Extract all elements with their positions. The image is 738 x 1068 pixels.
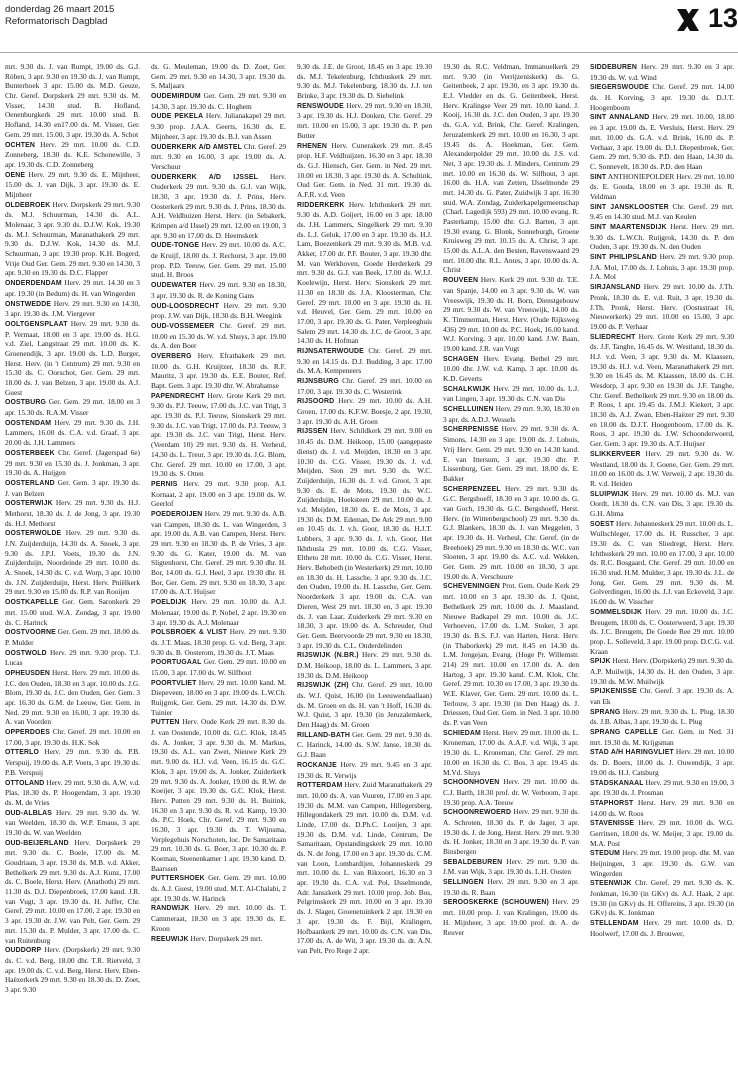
place-name: RIDDERKERK [297,201,345,209]
service-text: Herv. (Dorpskerk) 29 mrt. 9.30 ds. C. v.d. Berg, 18.00 dhr. T.R. Rietveld, 3 apr. 19.00 ds. C. v.d. Berg, Herst. Herv. Eben-Haëzerkerk 29 mrt. 9.30 en 18.30 ds. D. Zoet, 3 apr. 9.30 [5,945,140,994]
service-text: Herv. 29 mrt. 9.30 ds. A.W. v.d. Plas, 18.30 ds. P. Hoogendam, 3 apr. 19.30 ds. M. de Vries [5,777,140,807]
service-text: mrt. 9.30 ds. J. van Rumpt, 19.00 ds. G.J. Röben, 3 apr. 9.30 en 19.30 ds. J. van Rumpt, Bunterhoek 3 apr. 15.00 ds. M.D. Geuze, Chr. Geref. Dorpskerk 29 mrt. 9.30 ds. M. Visser, 14.30 stud. B. Hofland, Oenenburgkerk 29 mrt. 10.00 stud. B. Hofland, 14.30 en17.00 ds. M. Visser, Ger. Gem. 29 mrt. 15.00, 3 apr. 19.30 ds. A. Schot [5,62,140,139]
service-text: Chr. Geref. 29 mrt. 9.30 en 16.00, 3 apr. 19.00 ds. A. Verschuur [151,141,286,171]
service-entry [151,240,286,280]
place-name: PUTTERSHOEK [151,875,205,883]
service-text: Herv. 29 mrt. 10.00 kand. M. Diepeveen, 18.00 en 3 apr. 19.00 ds. L.W.Ch. Ruijgrok, Ger. Gem. 29 mrt. 14.30 ds. D.W. Tuinier [151,677,286,717]
service-entry [5,299,140,319]
service-entry [151,657,286,677]
place-name: PERNIS [151,480,178,488]
service-text: Herv. 29 mrt. 10.00 ds. A.J. Molenaar, 19.00 ds. P. Nobel, 2 apr. 19.30 en 3 apr. 19.30 ds. A.J. Molenaar [151,597,286,627]
service-text: Ger. Gem. Saronkerk 29 mrt. 15.00 stud. W.A. Zondag, 3 apr. 19.00 ds. C. Harinck [5,597,140,627]
service-entry [5,627,140,647]
service-text: Herv. 29 mrt. 14.30 en 3 apr. 19.30 (in Bedum) ds. H. van Wingerden [5,278,140,298]
place-name: OUDERKERK A/D AMSTEL [151,143,243,151]
page-header [0,0,738,54]
place-name: SIEGERSWOUDE [590,84,649,92]
place-name: OOSTERBEEK [5,449,55,457]
place-name: SLIKKERVEER [590,450,641,458]
place-name: OVERBERG [151,352,192,360]
service-text: Chr. Geref. 29 mrt. 9.30 en 14.15 ds. D.J. Budding, 3 apr. 17.00 ds. M.A. Kempeneers [297,345,432,376]
place-name: OUD-ALBLAS [5,809,53,817]
place-name: ROCKANJE [297,761,337,769]
place-name: SCHOONREWOERD [443,809,512,817]
service-text: Herv. 29 mrt. 10.00 ds. C.J. Barth, 18.30 prof. dr. W. Verboom, 3 apr. 19.30 prop. A.A. Teeuw [443,777,579,807]
service-text: Ger. Gem. 29 mrt. 18.00 en 3 apr. 15.30 ds. R.A.M. Visser [5,397,140,418]
service-text: Herv. 29 mrt. 10.00 ds. J.Th. Pronk, 18.30 ds. E. v.d. Ruit, 3 apr. 19.30 ds. J.Th. Pronk, Herst. Herv. (Oostsstraat 16, Nieuwerkerk) 29 mrt. 10.00 en 15.00, 3 apr. 19.00 ds. P. Verhaar [590,282,734,331]
place-name: REEUWIJK [151,935,189,943]
service-text: Herv. Kerk 29 mrt. 9.30 dr. T.E. van Spanje, 14.00 en 3 apr. 9.30 ds. W. van Vreeswijk, 19.30 ds. H. Born, Dienstgebouw 29 mrt. 9.30 ds. W. van Vreeswijk, 14.00 ds. K. Timmerman, Herst. Herv. (Oude Rijksweg 436) 29 mrt. 10.00 ds. P.C. Hoek, 16.00 kand. W.J. Korving, 3 apr. 10.00 kand. J.W. Baan, 19.00 kand. J.R. van Vugt [443,275,579,353]
service-entry [590,332,734,449]
service-text: Herst. Herv. 29 mrt. 10.00 ds. J.C. den Ouden, 18.30 en 3 apr. 10.00 ds. J.G. Blom, 19.30 ds. J.C. den Ouden, Ger. Gem. 3 apr. 16.30 ds. G.M. de Leeuw, Ger. Gem. in Ned. 29 mrt. 9.30 en 16.00, 3 apr. 19.30 ds. A. van Voorden [5,667,140,727]
service-text: Herv. Zuid Maranathakerk 29 mrt. 10.00 ds. A. van Vuuren, 17.00 en 3 apr. 19.30 ds. M.M. van Campen, Hillegersberg, Hillegondakerk 29 mrt. 10.00 ds. D.M. v.d. Linde, 17.00 ds. D.Ph.C. Looijen, 3 apr. 19.30 ds. D.M. v.d. Linde, Centrum, De Samaritaan, Opstandingskerk 29 mrt. 10.00 ds. N. de Jong, 17.00 en 3 apr. 19.30 ds. C.M. van Loon, Lombardijen, Johanneskerk 29 mrt. 10.00 ds. L. van Rikxoort, 16.30 en 3 apr. 19.30 ds. C.A. v.d. Pol, IJsselmonde, Adr. Janszkerk 29 mrt. 10.00 prop. Job. Bos, Pelgrimskerk 29 mrt. 10.00 en 3 apr. 19.30 ds. J. Slager, Groenetuinkerk 2 apr. 19.30 en 3 apr. 19.30 ds. F. Bijl, Kralingen, Hofbaankerk 29 mrt. 10.00 ds. C.N. van Dis, 17.00 ds. A. de Wit, 3 apr. 19.30 ds. dr. A.N. van Pelt, Pro Rege 2 apr. [297,780,432,955]
place-name: OENE [5,171,26,179]
service-text: 19.30 ds. R.C. Veldman, Immanuelkerk 29 mrt. 9.30 (in Verrijzeniskerk) ds. G. Geitenbeek, 2 apr. 19.30, en 3 apr. 19.30 ds. E.J. Vledder en ds. G. Geitenbeek, Herst. Herv. Kralingse Veer 29 mrt. 10.00 kand. J. Kooij, 16.30 ds. J.C. den Ouden, 3 apr. 19.30 ds. G.A. v.d. Brink, Chr. Geref. Kralingen, Jeruzalemkerk 29 mrt. 10.00 en 16.30, 3 apr. 19.45 ds. A. Hoekman, Ger. Gem. Alexanderpolder 29 mrt. 10.00 ds. J.S. v.d. Net, 3 apr. 19.30 ds. J. Minders, Centrum 29 mrt. 10.00 en 16.30 ds. W. Silfhout, 3 apr. 16.00 ds. H.A. van Zetten, IJsselmonde 29 mrt. 14.30 ds. G. Pater, Zuidwijk 3 apr. 16.30 stud. W.A. Zondag, Zuiderkapelgemeenschap (Charl. Lagedijk 593) 29 mrt. 10.00 evang. R. Pasterkamp, 15.00 dhr. G.J. Barten, 3 apr. 19.30 evang. G. Blonk, Sonneburgh, Groene Kruisweg 29 mrt. 10.15 ds. A. Christ, 3 apr. 15.00 ds. A.L.A. den Besten, Ravenswaard 29 mrt. 10.00 dhr. R.L. Antes, 3 apr. 10.00 ds. A. Christ [443,62,579,275]
service-text: ds. G. Meuleman, 19.00 ds. D. Zoet, Ger. Gem. 29 mrt. 9.30 en 14.30, 3 apr. 19.30 ds. S. Maljaars [151,62,286,91]
place-name: STELLENDAM [590,920,639,928]
place-name: SLIEDRECHT [590,333,636,341]
service-entry [590,707,734,727]
service-entry [5,498,140,528]
place-name: SCHERPENISSE [443,426,499,434]
service-entry [297,760,432,780]
service-text: Herv. 29 mrt. 10.00 ds. W.G. Gerritsen, 18.00 ds. W. Meijer, 3 apr. 19.00 ds. M.A. Post [590,818,734,848]
service-entry [151,479,286,509]
place-name: RHENEN [297,142,327,150]
service-text: Chr. Geref. 29 mrt. 10.00 ds. W.J. Quist, 16.00 (in Leeuwendaallaan) ds. M. Groen en ds. H. van 't Hoff, 16.30 ds. W.J. Quist, 3 apr. 19.30 (in Jeruzalemkerk, Den Haag) ds. M. Groen [297,680,432,730]
service-entry [151,873,286,903]
service-entry [443,275,579,354]
place-name: STEDUM [590,850,620,858]
place-name: SINT [590,173,607,181]
place-name: SPIJKENISSE [590,688,637,696]
service-entry [590,252,734,282]
column-4 [443,62,579,1064]
service-text: Herv. 29 mrt. 9.30 ds. J.H. Lammers, 16.00 ds. C.A. v.d. Graaf, 3 apr. 20.00 ds. J.H. Lammers [5,417,140,448]
service-entry [590,172,734,202]
service-text: Herv. 29 mrt. 9.30 en 3 apr. 19.30 ds. R. Baan [443,877,579,897]
service-entry [5,747,140,777]
service-text: Herv. Oude Kerk 29 mrt. 8.30 ds. J. van Oostende, 10.00 ds. G.C. Klok, 18.45 ds. A. Jonker, 3 apr. 9.30 ds. M. Markus, 19.30 ds. A.L. van Zwet, Nieuwe Kerk 29 mrt. 9.00 ds. H.J. v.d. Veen, 16.15 ds. G.C. Klok, 3 apr. 19.00 ds. A. Jonker, Zuiderkerk 29 mrt. 9.30 ds. A. Jonker, 19.00 ds. R.W. de Koeijer, 3 apr. 19.30 ds. G.C. Klok, Herst. Herv. Putten 29 mrt. 9.30 ds. H. Buitink, 16.30 en 3 apr. 9.30 ds. R. v.d. Kamp, 19.30 ds. P.C. Hoek, Chr. Geref. 29 mrt. 9.30 en 16.30, 3 apr. 19.30 ds. T. Wijnsma, Verplegehuis Norschoten, loc. De Samaritaan 29 mrt. 10.30 ds. G. Boer, 3 apr. 10.30 ds. P. Koeman, Steenenkamer 1 apr. 19.30 kand. D. Baarssen [151,717,286,873]
service-entry [590,282,734,331]
place-name: STAD A/H HARINGVLIET [590,749,674,757]
place-name: POELDIJK [151,599,187,607]
service-entry [151,280,286,300]
service-text: Herv. Cunerakerk 29 mrt. 8.45 prop. H.F. Veldhuijzen, 16.30 en 3 apr. 18.30 ds. G.J. Hiensch, Ger. Gem. in Ned. 29 mrt. 10.00 en 18.30, 3 apr. 19.30 ds. A. Schultink, Oud Ger. Gem. in Ned. 31 mrt. 19.30 ds. A.F.R. v.d. Veen [297,140,432,199]
place-name: SCHELLUINEN [443,406,494,414]
service-entry [297,62,432,101]
service-entry [297,200,432,346]
place-name: OUDE-TONGE [151,242,200,250]
place-name: RIJNSBURG [297,378,339,385]
place-name: SOEST [590,520,615,528]
service-text: Chr. Geref. (Jagerspad 6e) 29 mrt. 9.30 en 15.30 ds. J. Jonkman, 3 apr. 19.30 ds. A. Huijgen [5,447,140,478]
service-entry [5,838,140,946]
service-entry [443,484,579,582]
service-entry [590,489,734,519]
service-entry [151,111,286,141]
service-entry [590,519,734,607]
service-entry [151,301,286,321]
service-entry [443,62,579,275]
place-name: SIRJANSLAND [590,284,641,292]
service-entry [151,172,286,241]
service-text: Chr. Geref. 29 mrt. 10.00 en 15.30 ds. W. v.d. Shuys, 3 apr. 19.00 ds. A. den Boer [151,320,286,351]
service-text: Herst. Herv. (Dorpskerk) 29 mrt. 9.30 ds. A.P. Muilwijk, 14.30 ds. H. den Ouden, 3 apr. 19.30 ds. M.W. Muilwijk [590,656,734,686]
service-text: Herv. 29 mrt. 9.30 ds. A. Schroten, 18.30 ds. P. de Jager, 3 apr. 19.30 ds. J. de Jong, Herst. Herv. 29 mrt. 9.30 ds. H. Jonker, 18.30 en 3 apr. 19.30 ds. P. van Binsbergen [443,807,579,856]
service-text: Herv. 29 mrt. 9.30 ds. D.M. Heikoop, 18.00 ds. L. Lammers, 3 apr. 19.30 ds. D.M. Heikoop [297,650,432,680]
service-entry [443,857,579,877]
place-name: RANDWIJK [151,905,190,913]
place-name: SINT JANSKLOOSTER [590,203,669,211]
header-divider [0,52,738,53]
place-name: STAVENISSE [590,820,635,828]
place-name: SEROOSKERKE (SCHOUWEN) [443,899,549,907]
service-text: Herv. 29 mrt. 10.00 ds. L.J. van Lingen, 3 apr. 19.30 ds. C.N. van Dis [443,383,579,404]
service-entry [590,818,734,848]
service-entry [443,581,579,727]
service-entry [297,780,432,955]
service-entry [590,656,734,686]
service-entry [590,82,734,112]
service-text: Herv. 29 mrt. 9.30 ds. J.M. van Wijk, 3 apr. 19.30 ds. L.H. Oosten [443,856,579,877]
place-name: SIDDEBUREN [590,64,638,71]
column-5 [590,62,734,1064]
service-entry [297,650,432,680]
service-entry [297,730,432,760]
service-entry [5,668,140,727]
service-text: Ger. Gem. in Ned. 31 mrt. 19.30 ds. M. Krijgsman [590,727,734,747]
place-name: RENSWOUDE [297,102,344,110]
place-name: POEDEROIJEN [151,510,203,518]
service-entry [151,142,286,172]
service-text: Herv. 29 mrt. 10.00 ds. D. Hoolwerf, 17.00 ds. J. Brouwer, [590,918,734,938]
place-name: RILLAND-BATH [297,731,350,739]
place-name: SINT MAARTENSDIJK [590,224,667,231]
service-text: Herv. Grote Kerk 29 mrt. 9.30 ds. P.J. Teeuw, 17.00 ds. J.C. van Trigt, 3 apr. 19.30 ds. P.J. Teeuw, Sionskerk 29 mrt. 9.30 ds. J.C. van Trigt, 17.00 ds. P.J. Teeuw, 3 apr. 19.30 ds. J.C. van Trigt, Herst. Herv. (Veerdam 10) 29 mrt. 9.30 ds. H. Verheul, 14.30 ds. L. Treur, 3 apr. 19.30 ds. J.G. Blom, Chr. Geref. 29 mrt. 10.00 en 17.00, 3 apr. 19.30 ds. S. Otten [151,390,286,479]
service-entry [443,807,579,856]
place-name: SPIJK [590,658,611,666]
place-name: SCHERPENZEEL [443,485,501,493]
service-text: Herv. Efrathakerk 29 mrt. 10.00 ds. G.H. Kruijtzer, 18.30 ds. R.F. Mauritz, 3 apr. 19.30 ds. E.E. Bouter, Ref. Bapt. Gem. 3 apr. 19.30 dhr. W. Abrahamse [151,350,286,390]
service-entry [443,404,579,424]
service-text: Herv. Dorpskerk 29 mrt. 9.30 ds. C. Boele, 17.00 ds. M. Goudriaan, 3 apr. 19.30 ds. M.B. v.d. Akker, Bethelkerk 29 mrt. 9.30 ds. A.J. Kunz, 17.00 ds. C. Boele, Herst. Herv. (Anathoth) 29 mrt. 11.30 ds. D.J. Diepenbroek, 17.00 kand. J.R. van Vugt, 3 apr. 19.30 ds. H. Juffer, Chr. Geref. 29 mrt. 10.00 en 17.00, 2 apr. 19.30 en 3 apr. 19.30 dr. J.W. van Pelt, Ger. Gem. 29 mrt. 15.30 ds. P. Mulder, 3 apr. 17.00 ds. C. van Ruitenburg [5,837,140,945]
service-text: Herv. Dorpskerk 29 mrt. 9.30 ds. M.J. Schuurman, 14.30 ds. A.L. Molenaar, 3 apr. 9.30 ds. D.J.W. Kok, 19.30 ds. M.J. Schuurman, Maranathakerk 29 mrt. 9.30 ds. D.J.W. Kok, 14.30 ds. M.J. Schuurman, 3 apr. 19.30 prop. K.H. Bogerd, Vrije Oud Ger. Gem. 29 mrt. 9.30 en 14.30, 3 apr. 9.30 en 19.30 ds. D.C. Flapper [5,199,140,278]
column-1 [5,62,140,1064]
service-text: Herv. 29 mrt. 10.00 prop. J. van Kralingen, 19.00 ds. H. Mijnheer, 3 apr. 19.00 prof. dr. A. de Reuver [443,897,579,937]
service-text: Herv. 29 mrt. 9.30 prop. A.I. Kornaat, 2 apr. 19.00 en 3 apr. 19.00 ds. W. Geerlof [151,478,286,509]
service-text: Herv. 29 mrt. 9.30 ds. P. Vermaat, 18.00 en 3 apr. 19.00 ds. H.G. v.d. Ziel, Langstraat 29 mrt. 10.00 ds. K. Groenendijk, 3 apr. 19.00 ds. L.D. Burger, Herst. Herv. (in 't Centrum) 29 mrt. 9.30 en 15.30 ds. C. Oorschot, Ger. Gem. 29 mrt. 18.00 ds. J. van Belzen, 3 apr. 19.00 ds. A.J. Guest [5,318,140,397]
place-name: POORTUGAAL [151,659,202,667]
service-entry [151,597,286,627]
service-entry [297,426,432,650]
service-text: Chr. Geref. 29 mrt. 9.30 ds. K. Jonkman, 16.30 (in GKv) ds. A.J. Haak, 2 apr. 19.30 (in GKv) ds. H. Offereins, 3 apr. 19.30 (in GKv) ds. K. Jonkman [590,878,734,918]
column-3 [297,62,432,1064]
service-text: Herv. 29 mrt. 9.30 ds. L. Plug, 18.30 ds. J.B. Albas, 3 apr. 19.30 ds. L. Plug [590,706,734,727]
service-text: Herv. 29 mrt. 9.30 prop. J.W. van Dijk, 18.30 ds. B.H. Weegink [151,300,286,321]
service-entry [151,717,286,873]
place-name: SINT PHILIPSLAND [590,254,657,262]
service-entry [590,878,734,918]
place-name: OPHEUSDEN [5,669,50,677]
service-text: Herv. 29 mrt. 9.30 ds. H.J. Methorst, 18.30 ds. J. de Jong, 3 apr. 19.30 ds. H.J. Methorst [5,498,140,528]
place-name: OOSTVOORNE [5,629,56,637]
service-entry [590,449,734,489]
service-entry [590,747,734,777]
service-text: Herv. 29 mrt. 9.30 ds. J.T. Maas, 18.30 prop. G. v.d. Berg, 3 apr. 9.30 ds. B. Oosterom, 19.30 ds. J.T. Maas [151,627,286,657]
service-entry [443,424,579,483]
service-entry [151,903,286,933]
service-text: Chr. Geref. 29 mrt. 9.45 en 14.30 stud. M.J. van Keulen [590,201,734,222]
service-entry [5,140,140,170]
service-entry [5,278,140,298]
place-name: OOSTERWOLDE [5,530,62,538]
place-name: OUDDORP [5,947,42,955]
place-name: RIJSSEN [297,428,328,436]
service-text: Herv. Grote Kerk 29 mrt. 9.30 ds. J.F. Tanghe, 16.45 ds. W. Westland, 18.30 ds. H.J. v.d. Veen, 3 apr. 9.30 ds. M. Klaassen, 19.30 ds. H.J. v.d. Veen, Maranathakerk 29 mrt. 9.30 en 16.45 ds. M. Klaassen, 18.00 ds. C.H. Wesdorp, 3 apr. 9.30 en 19.30 ds. J.F. Tanghe, Chr. Geref. Bethelkerk 29 mrt. 9.30 en 18.00 ds. P. Roos, 1 apr. 19.45 ds. J.M.J. Kiekert, 3 apr. 18.30 ds. A.J. Zwan, Eben-Haëzer 29 mrt. 9.30 en 18.00 ds. D.J.T. Hoogenboom, 17.00 ds. K. Roos, 3 apr. 19.30 ds. J.W. Schoonderwoerd, Ger. Gem. 3 apr. 19.30 ds. A.T. Huijser [590,331,734,449]
service-entry [590,607,734,656]
place-name: ONSTWEDDE [5,300,52,308]
service-text: Ger. Gem. 29 mrt. 18.00 ds. P. Mulder [5,627,140,647]
service-text: Herv. 29 mrt. 9.30 ds. J.N. Zuijderduijn, 14.30 ds. A. Snoek, 3 apr. 9.30 ds. J.P.J. Voets, 19.30 ds. J.N. Zuijderduijn, Noordeinde 29 mrt. 10.00 ds. A. Snoek, 14.30 ds. C. v.d. Worp, 3 apr. 10.00 ds. J.N. Zuijderduijn, Herst. Herv. Pniëlkerk 29 mrt. 9.30 en 15.00 ds. R.P. van Rooijen [5,528,140,597]
service-entry [590,798,734,818]
service-entry [5,597,140,627]
service-text: Herv. Ichthuskerk 29 mrt. 9.30 ds. A.D. Goijert, 16.00 en 3 apr. 18.00 ds. J.H. Lammers, Singelkerk 29 mrt. 9.30 ds. L.J. Geluk, 17.00 en 3 apr. 19.30 ds. H.J. Lam, Boezemkerk 29 mrt. 9.30 ds. M.B. v.d. Akker, 17.00 dr. P.F. Bouter, 3 apr. 19.30 dhr. M. van Werkhoven, Goede Herderkerk 29 mrt. 9.30 ds. G.J. van Beek, 17.00 ds. W.J.J. Koelewijn, Herst. Herv. Sionskerk 29 mrt. 11.30 en 18.30 ds. J.A. Kloosterman, Chr. Geref. 29 mrt. 10.00 en 3 apr. 19.30 ds. H. v.d. Heuvel, Ger. Gem. 29 mrt. 10.00 en 17.00, 3 apr. 19.30 ds. G. Pater, Verpleeghuis Salem 29 mrt. 14.30 ds. J.C. de Groot, 3 apr. 14.30 ds. H. Hofman [297,199,432,346]
place-name: OCHTEN [5,141,35,149]
service-text: Herst. Herv. 29 mrt. 10.00 ds. L. Kroneman, 17.00 ds. A.A.F. v.d. Wijk, 3 apr. 19.30 ds. L. Kroneman, Chr. Geref. 29 mrt. 10.00 en 16.30 ds. C. Bos, 3 apr. 19.45 ds. M.Vd. Sluys [443,727,579,777]
page-number: 13 [708,3,738,33]
service-entry [5,170,140,200]
place-name: SCHAGEN [443,355,479,363]
service-text: Herv. 29 mrt. 9.30 ds. E. Mijnheer, 15.00 ds. J. van Dijk, 3 apr. 19.30 ds. E. Mijnheer [5,169,140,199]
service-entry [590,918,734,938]
place-name: OUDEMIRDUM [151,93,201,101]
place-name: RIJSWIJK (ZH) [297,682,349,690]
place-name: OTTERLO [5,749,39,757]
place-name: ROTTERDAM [297,782,343,790]
service-entry [297,376,432,396]
service-text: Herv. 29 mrt. 10.00 ds. D. Boers, 18.00 ds. J. Ouwendijk, 3 apr. 19.00 ds. H.J. Catsburg [590,747,734,777]
service-text: Chr. Geref. 29 mrt. 14.00 ds. H. Korving, 3 apr. 19.30 ds. D.J.T. Hoogenboom [590,82,734,112]
place-name: OPPERDOES [5,729,51,737]
service-entry [151,321,286,351]
place-name: STEENWIJK [590,880,632,888]
service-entry [5,778,140,808]
service-text: Herv. 29 mrt. 9.30 ds. W. van Weelden, 18.30 ds. W.P. Emaus, 3 apr. 19.30 ds. W. van Weelden [5,807,140,837]
service-text: Herv. Johanneskerk 29 mrt. 10.00 ds. L. Wullschleger, 17.00 ds. H. Russcher, 3 apr. 19.30 ds. C. van Sliedregt, Herst. Herv. Ichthuskerk 29 mrt. 10.00 en 17.00, 3 apr. 10.00 ds. R.C. Bosgaard, Chr. Geref. 29 mrt. 10.00 en 16.30 stud. H.M. Mulder, 3 apr. 19.30 ds. J.L. de Jong, Ger. Gem. 29 mrt. 9.30 ds. M. Golverdingen, 16.00 ds. J.J. van Eckeveld, 3 apr. 16.00 ds. W. Visscher [590,518,734,607]
service-entry [443,354,579,384]
service-text: Herv. 29 mrt. 9.45 en 3 apr. 19.30 ds. R. Verwijs [297,759,432,780]
service-entry [590,62,734,82]
place-name: SCHOONHOVEN [443,779,500,787]
service-text: Herv. 29 mrt. 10.00 ds. A.C. de Kruijf, 18.00 ds. J. Rechorst, 3 apr. 19.00 prop. P.D. Teeuw, Ger. Gem. 29 mrt. 15.00 stud. H. Broos [151,240,286,280]
place-name: POORTVLIET [151,679,197,687]
service-text: Herv. 29 mrt. 9.30 en 18.30, 3 apr. 19.30 ds. R. de Koning Gans [151,280,286,300]
place-name: RIJNSATERWOUDE [297,347,364,355]
place-name: RIJSOORD [297,398,335,406]
service-entry [297,396,432,426]
service-entry [151,91,286,111]
place-name: ONDERDENDAM [5,280,62,288]
service-text: Herst. Herv. 29 mrt. 9.30 ds. L.W.Ch. Ruijgrok, 14.30 ds. P. den Ouden, 3 apr. 19.30 ds. N. den Ouden [590,222,734,252]
service-text: Ger. Gem. 29 mrt. 10.00 en 15.00, 3 apr. 17.00 ds. W. Silfhout [151,657,286,677]
service-text: Herv. 29 mrt. 9.30 prop. J.A. Mol, 17.00 ds. J. Lohuis, 3 apr. 19.30 prop. J.A. Mol [590,252,734,282]
service-text: Herv. 29 mrt. 9.30 en 19.00, 3 apr. 19.30 ds. J. Prosman [590,777,734,798]
header-publication: Reformatorisch Dagblad [5,16,108,27]
service-text: Prot. Gem. Oude Kerk 29 mrt. 10.00 en 3 apr. 19.30 ds. J. Quist, Bethelkerk 29 mrt. 10.00 ds. J. Maasland, Nieuwe Badkapel 29 mrt. 10.00 ds. J.C. Verhoeven, 17.00 ds. L.M. Stoker, 3 apr. 19.30 ds. B.S. F.J. van Harten, Herst. Herv. (in Thaborkerk) 29 mrt. 8.45 en 14.30 ds. L.M. Jongejan, Evang. (Hoge Pr. Willemstr. 214) 29 mrt. 10.00 en 17.00 ds. A. den Hartog, 3 apr. 19.30 kand. C.M. Klok, Chr. Geref. 29 mrt. 10.30 en 17.00, 3 apr. 19.30 ds. W.E. Klaver, Ger. Gem. 29 mrt. 10.00 ds. L. Terlouw, 3 apr. 19.30 (in Den Haag) ds. J. Driessen, Oud Ger. Gem. in Ned. 3 apr. 10.00 ds. P. van Veen [443,581,579,728]
place-name: STADSKANAAL [590,779,644,787]
service-entry [151,391,286,479]
service-entry [5,448,140,478]
service-text: Herv. 29 mrt. 9.30 ds. A. Simons, 14.30 en 3 apr. 19.00 ds. J. Lobuis, Vrij Herv. Gem. 29 mrt. 9.30 en 14.30 kand. E. van Ittersum, 3 apr. 19.30 dhr. P. Lissenburg, Ger. Gem. 29 mrt. 18.00 ds. E. Bakker [443,424,579,483]
place-name: OOSTKAPELLE [5,599,59,607]
service-entry [151,62,286,91]
place-name: STAPHORST [590,799,634,807]
place-name: SCHIEDAM [443,729,481,737]
service-text: Ger. Gem. 29 mrt. 9.30 ds. C. Harinck, 14.00 ds. S.W. Janse, 18.30 ds. G.J. Baan [297,729,432,760]
service-entry [590,686,734,706]
place-name: OTTOLAND [5,779,45,787]
service-text: Herv. Julianakapel 29 mrt. 9.30 prop. J.A.A. Geerts, 16.30 ds. E. Mijnheer, 3 apr. 19.30 ds. B.J. van Assen [151,111,286,141]
service-entry [5,727,140,747]
service-text: 9.30 ds. J.E. de Groot, 18.45 en 3 apr. 19.30 ds. M.J. Tekelenburg, Ichthuskerk 29 mrt. 9.30 ds. M.J. Tekelenburg, 18.30 ds. J.J. ten Brinke, 3 apr. 19.30 ds. D. Siebelink [297,62,432,101]
service-entry [443,728,579,777]
service-text: Herv. 29 mrt. 9.30, 18.30 en 3 apr. ds. A.D.J. Wessels [443,404,579,424]
service-entry [443,877,579,897]
service-entry [5,62,140,140]
place-name: SPRANG [590,708,621,716]
x-logo-icon [674,6,702,34]
service-text: ANTHONIEPOLDER Herv. 29 mrt. 10.00 ds. E. Gouda, 18.00 en 3 apr. 19.30 ds. R. Veldman [590,171,734,201]
service-entry [5,319,140,398]
place-name: OUDEWATER [151,282,197,290]
place-name: PUTTEN [151,719,180,727]
place-name: SPRANG CAPELLE [590,729,658,737]
service-entry [297,680,432,729]
service-entry [590,778,734,798]
service-text: Herv. Dorpskerk 29 mrt. [190,933,263,943]
place-name: SCHEVENINGEN [443,583,500,591]
service-entry [151,627,286,657]
service-text: Herv. 29 mrt. 9.30 ds. W. Westland, 18.00 ds. J. Goene, Ger. Gem. 29 mrt. 10.00 en 16.00 ds. J.W. Verweij, 2 apr. 19.30 ds. R. v.d. Heiden [590,448,734,488]
column-2 [151,62,286,1064]
service-text: Herv. 29 mrt. 9.30 ds. G.C. Bergshoeff, 18.30 en 3 apr. 10.00 ds. G. van Goch, 19.30 ds. G.C. Bergshoeff, Herst. Herv. (in Wittenbergschool) 29 mrt. 9.30 ds. G.J. Blankers, 18.30 ds. J. van Meggelen, 3 apr. 19.30 ds. H. Verheul, Chr. Geref. (in de Breehoek) 29 mrt. 9.30 en 18.30 ds. W.C. van Slooten, 3 apr. 19.00 ds. A.C. v.d. Wekken, Ger. Gem. 29 mrt. 10.00 en 18.30, 3 apr. 19.00 ds. A. Verschuure [443,483,579,581]
service-text: Herv. 29 mrt. 9.30 en 18.30, 3 apr. 19.30 ds. H.J. Donken, Chr. Geref. 29 mrt. 10.00 en 15.00, 3 apr. 19.30 ds. P. pen Butter [297,100,432,140]
service-text: Herv. 29 mrt. 19.00 prop. dhr. M. van Heijningen, 3 apr. 19.30 ds. G.W. van Wingerden [590,848,734,878]
service-entry [590,848,734,878]
service-entry [297,346,432,376]
place-name: SINT ANNALAND [590,114,650,122]
service-entry [590,727,734,747]
service-text: Chr. Geref. 29 mrt. 10.00 en 17.00, 3 apr. 19.30 ds. H.K. Sok [5,727,140,747]
service-entry [297,101,432,141]
service-text: Herv. 29 mrt. 9.30 en 3 apr. 19.30 ds. W. v.d. Wind [590,62,734,82]
place-name: OLDEBROEK [5,201,51,209]
header-date: donderdag 26 maart 2015 [5,4,115,15]
place-name: OOSTERLAND [5,479,55,487]
place-name: OUDERKERK A/D IJSSEL [151,173,258,181]
service-entry [151,351,286,391]
service-entry [5,478,140,498]
service-entry [5,418,140,448]
place-name: ROUVEEN [443,277,479,285]
service-entry [151,934,286,945]
service-entry [443,777,579,807]
service-text: Herv. 29 mrt. 10.00 ds. C.D. Zonneberg, 18.30 ds. K.E. Schonewille, 3 apr. 19.30 ds. C.D. Zonneberg [5,139,140,169]
service-entry [5,945,140,994]
place-name: OOSTERWIJK [5,500,53,508]
place-name: OUD-LOOSDRECHT [151,302,219,310]
place-name: SOMMELSDIJK [590,608,643,616]
service-text: Herv. 29 mrt. 10.00 ds. M.J. van Oordt, 18.30 ds. C.N. van Dis, 3 apr. 19.30 ds. G.H. Abma [590,488,734,518]
service-entry [590,222,734,252]
service-entry [297,141,432,200]
service-entry [5,397,140,417]
service-text: Herv. 29 mrt. 10.00, 18.00 en 3 apr. 19.00 ds. E. Versluis, Herst. Herv. 29 mrt. 10.00 ds. G.A. v.d. Brink, 16.00 ds. P. Verhaar, 3 apr. 19.00 ds. D.J. Diepenbroek, Ger. Gem. 29 mrt. 9.30 ds. P.D. den Haan, 14.30 ds. C. Sonnevelt, 18.30 ds. P.D. den Haan [590,112,734,171]
place-name: SELLINGEN [443,879,484,887]
service-text: Herv. 29 mrt. 10.00 ds. T. Cammeraat, 18.30 en 3 apr. 19.30 ds. E. Kroon [151,903,286,933]
service-entry [151,678,286,718]
service-text: Herv. 29 mrt. 9.30 ds. A.B. van Campen, 18.30 ds. L. van Wingerden, 3 apr. 19.00 ds. A.B. van Campen, Herst. Herv. 29 mrt. 9.30 en 18.30 ds. P. de Vries, 3 apr. 9.30 ds. G. Kater, 19.00 ds. M. van Sligtenhorst, Chr. Geref. 29 mrt. 9.30 dhr. H. Bor, 14.00 ds. G.J. Heel, 3 apr. 19.30 dhr. H. Bor, Ger. Gem. 29 mrt. 9.30 en 18.30, 3 apr. 17.00 ds. A.T. Huijser [151,508,286,597]
service-text: Herv. Schildkerk 29 mrt. 9.00 en 10.45 ds. D.M. Heikoop, 15.00 (aangepaste dienst) ds. J. v.d. Meijden, 18.30 en 3 apr. 10.30 ds. C.G. Visser, 19.30 ds. J. v.d. Meijden, Sion 29 mrt. 9.30 ds. W.C. Zuijderduijn, 16.30 ds. J. v.d. Groot, 3 apr. 9.30 ds. E. de Mots, 19.30 ds. W.C. Zuijderduijn, Hoeksteen 29 mrt. 10.00 ds. J. v.d. Meijden, 18.30 ds. E. de Mots, 3 apr. 19.30 ds. D.M. Edeman, De Ark 29 mrt. 9.00 en 10.45 ds. J. v.h. Goor, 18.30 ds. H.J.T. Lubbers, 3 apr. 9.30 ds. J. v.h. Goor, Het Ikhthusla 29 mrt. 10.00 ds. C.G. Visser, Eltheto 28 mrt. 10.00 ds. C.G. Visser, Herst. Herv. Behobeth (in Westerkerk) 29 mrt. 10.00 en 18.30 ds. H. Lassche, 3 apr. 9.30 ds. J.C. den Ouden, 19.00 ds. H. Lassche, Ger. Gem. Noorderkerk 3 apr. 19.00 ds. C.A. van Dieren, West 29 mrt. 18.30 en, 3 apr. 19.30 ds. J. van Laar, Zuiderkerk 29 mrt. 9.30 en 18.30, 3 apr. 19.00 ds. A. Schreuder, Oud Ger. Gem. Beervoorde 29 mrt. 9.30 en 18.30, 3 apr. 19.30 ds. C.L. Onderdelinden [297,426,432,650]
service-text: Herv. 29 mrt. 9.30 prop. T.J. Lucas [5,647,140,668]
service-entry [443,897,579,937]
service-text: Ger. Gem. 3 apr. 19.30 ds. J. van Belzen [5,477,140,498]
place-name: SCHALKWIJK [443,385,491,393]
service-text: Herv. Ouderkerk 29 mrt. 9.30 ds. G.J. van Wijk, 18.30, 3 apr. 19.30 ds. J. Prins, Herv. Oosterkerk 29 mrt. 9.30 ds. J. Prins, 18.30 ds. A.H. Veldhuizen Herst. Herv. (in Sebakerk, Krimpen a/d IJssel) 29 mrt. 12.00 en 19.00, 3 apr. 9.30 en 17.00 ds. D. Heemskerk [151,171,286,240]
service-text: Herv. 29 mrt. 9.30 ds. P.B. Verspuij, 19.00 ds. A.P. Voets, 3 apr. 19.30 ds. P.B. Verspuij [5,747,140,777]
place-name: PAPENDRECHT [151,392,205,400]
service-text: Herv. 29 mrt. 10.00 ds. J.C. Breugem, 18.00 ds. C. Oosterweerd, 3 apr. 19.30 ds. J.C. Breugem, De Goede Ree 29 mrt. 10.00 prop. L. Solleveld, 3 apr. 19.00 prop. D.C.G. v.d. Kraan [590,606,734,656]
service-entry [590,202,734,222]
place-name: OOLTGENSPLAAT [5,320,68,328]
place-name: OUD-VOSSEMEER [151,322,215,330]
service-text: Chr. Geref. 29 mrt. 10.00 en 17.00, 3 apr. 19.30 ds. C. Westerink [297,376,432,396]
service-entry [590,112,734,171]
service-text: Herv. 29 mrt. 10.00 ds. A.H. Groen, 17.00 ds. K.F.W. Boesje, 2 apr. 19.30, 3 apr. 19.30 ds. A.H. Groen [297,396,432,426]
service-entry [5,528,140,597]
service-text: Ger. Gem. 29 mrt. 9.30 en 14.30, 3 apr. 19.30 ds. C. Hoghem [151,91,286,111]
service-text: Herst. Herv. 29 mrt. 9.30 en 14.00 ds. W. Roos [590,797,734,818]
service-entry [5,648,140,668]
place-name: OOSTBURG [5,399,47,407]
place-name: OOSTWOLD [5,649,47,657]
place-name: OUDE PEKELA [151,113,204,121]
church-services-listing [0,62,738,1064]
service-entry [151,509,286,597]
service-text: Herv. 29 mrt. 9.30 en 14.30, 3 apr. 19.30 ds. J.M. Viergever [5,298,140,319]
place-name: POLSBROEK & VLIST [151,629,228,637]
place-name: RIJSWIJK (N.BR.) [297,652,359,660]
service-entry [5,200,140,279]
service-entry [5,808,140,838]
service-text: Ger. Gem. 29 mrt. 10.00 ds. A.J. Guest, 19.00 stud. M.T. Al-Chalabi, 2 apr. 19.30 ds. W. Harinck [151,873,286,903]
place-name: OOSTENDAM [5,419,52,427]
service-text: Herv. Evang. Bethel 29 mrt. 10.00 dhr. J.W. v.d. Kamp, 3 apr. 10.00 ds. K.D. Geverts [443,353,579,383]
service-entry [443,384,579,404]
service-text: Chr. Geref. 3 apr. 19.30 ds. A. van Ek [590,686,734,706]
place-name: SLUIPWIJK [590,490,629,498]
place-name: SEBALDEBUREN [443,858,503,866]
place-name: OUD-BEIJERLAND [5,839,69,847]
